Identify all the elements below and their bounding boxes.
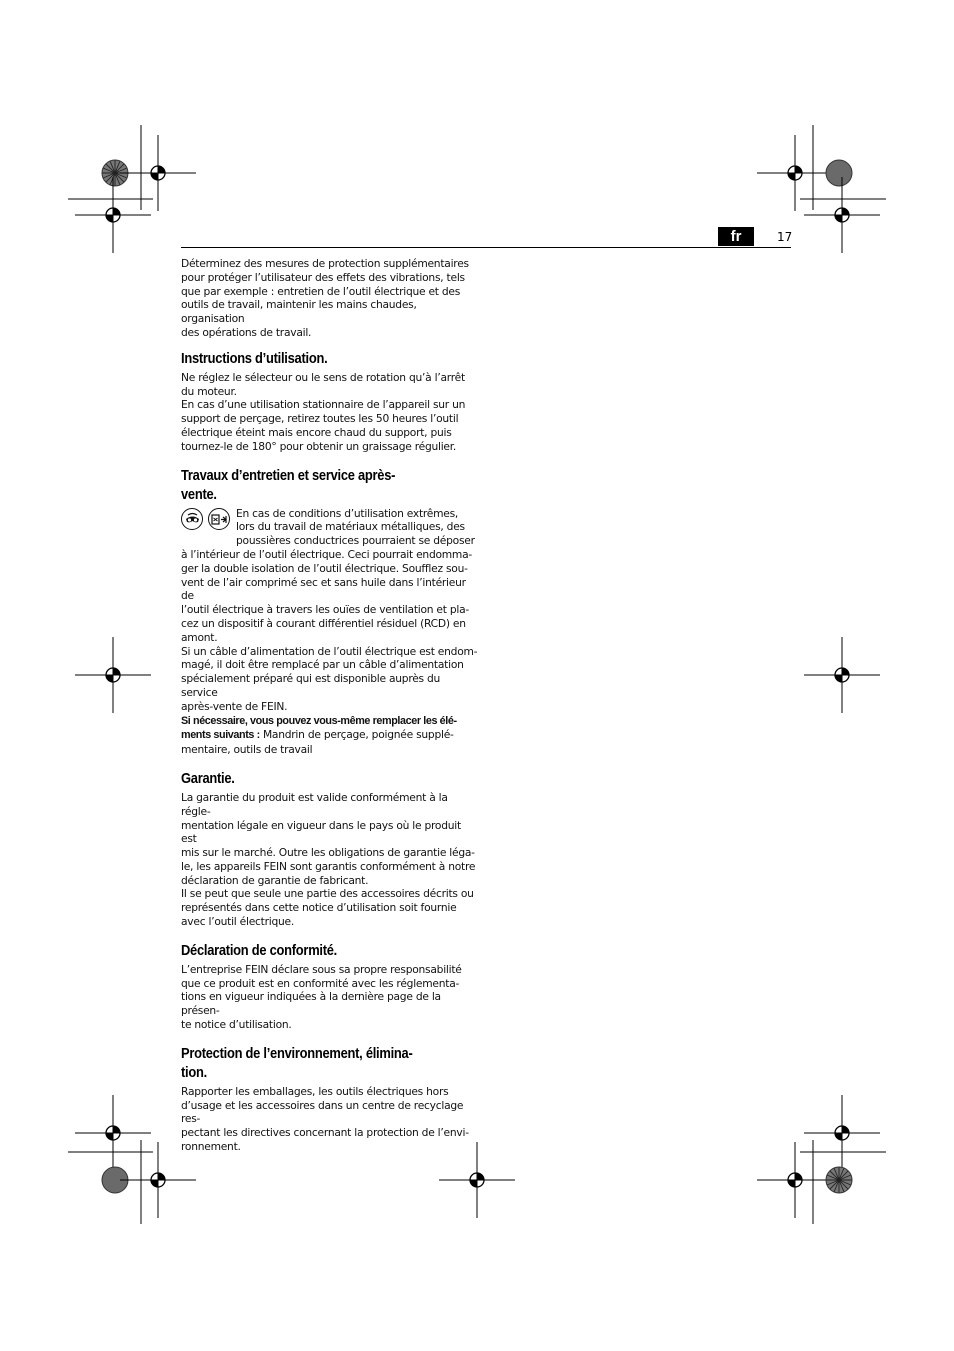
maintenance-heading: Travaux d’entretien et service après- vente.	[181, 466, 396, 503]
instructions-heading: Instructions d’utilisation.	[181, 349, 328, 367]
conformity-heading: Déclaration de conformité.	[181, 941, 338, 959]
page-number: 17	[777, 230, 793, 244]
header-rule	[181, 247, 791, 248]
warranty-paragraph-1: La garantie du produit est valide conformément à la régle- mentation légale en vigueur dans le pays où le produit est mis sur le marché. Outre les obligations de garantie léga- le, les appareils FEIN sont garantis conformément à notre déclaration de garantie de fabricant.	[181, 790, 476, 887]
conformity-paragraph: L’entreprise FEIN déclare sous sa propre responsabilité que ce produit est en conformité avec les réglementa- tions en vigueur indiquées à la dernière page de la présen- te notice d’utilisation.	[181, 962, 462, 1032]
environment-heading: Protection de l’environnement, élimina- tion.	[181, 1044, 413, 1081]
environment-paragraph: Rapporter les emballages, les outils électriques hors d’usage et les accessoires dans un centre de recyclage res- pectant les directives concernant la protection de l’envi- ronnement.	[181, 1084, 469, 1154]
main-column	[181, 257, 479, 1154]
maintenance-paragraph-1-indented: En cas de conditions d’utilisation extrêmes, lors du travail de matériaux métalliques, des poussières conductrices pourraient se déposer	[236, 506, 475, 548]
instructions-paragraph-2: En cas d’une utilisation stationnaire de l’appareil sur un support de perçage, retirez toutes les 50 heures l’outil électrique éteint mais encore chaud du support, puis tournez-le de 180° pour obtenir un graissage régulier.	[181, 398, 466, 453]
instructions-paragraph-1: Ne réglez le sélecteur ou le sens de rotation qu’à l’arrêt du moteur.	[181, 370, 465, 398]
replaceable-parts-lead: Si nécessaire, vous pouvez vous-même remplacer les élé- ments suivants :	[181, 714, 457, 742]
maintenance-paragraph-1-rest: à l’intérieur de l’outil électrique. Ceci pourrait endomma- ger la double isolation de l’outil électrique. Soufflez sou- vent de l’air comprimé sec et sans huile dans l’intérieur de l’outil électrique à travers les ouïes de ventilation et pla- cez un dispositif à courant différentiel résiduel (RCD) en amont.	[181, 547, 472, 644]
safety-icons	[181, 508, 233, 534]
warranty-paragraph-2: Il se peut que seule une partie des accessoires décrits ou représentés dans cette notice d’utilisation soit fournie avec l’outil électrique.	[181, 887, 474, 929]
maintenance-paragraph-2: Si un câble d’alimentation de l’outil électrique est endom- magé, il doit être remplacé par un câble d’alimentation spécialement préparé qui est disponible auprès du service après-vente de FEIN.	[181, 644, 478, 713]
intro-paragraph: Déterminez des mesures de protection supplémentaires pour protéger l’utilisateur des effets des vibrations, tels que par exemple : entretien de l’outil électrique et des outils de travail, maintenir les mains chaudes, organisation des opérations de travail.	[181, 257, 469, 339]
goggles-icon	[181, 508, 203, 530]
replaceable-parts-list: Mandrin de perçage, poignée supplé- mentaire, outils de travail	[181, 728, 454, 757]
unplug-icon	[208, 508, 230, 530]
warranty-heading: Garantie.	[181, 769, 235, 787]
maintenance-paragraph-3	[181, 714, 479, 757]
language-badge: fr	[718, 227, 754, 246]
maintenance-icon-block	[181, 507, 479, 548]
